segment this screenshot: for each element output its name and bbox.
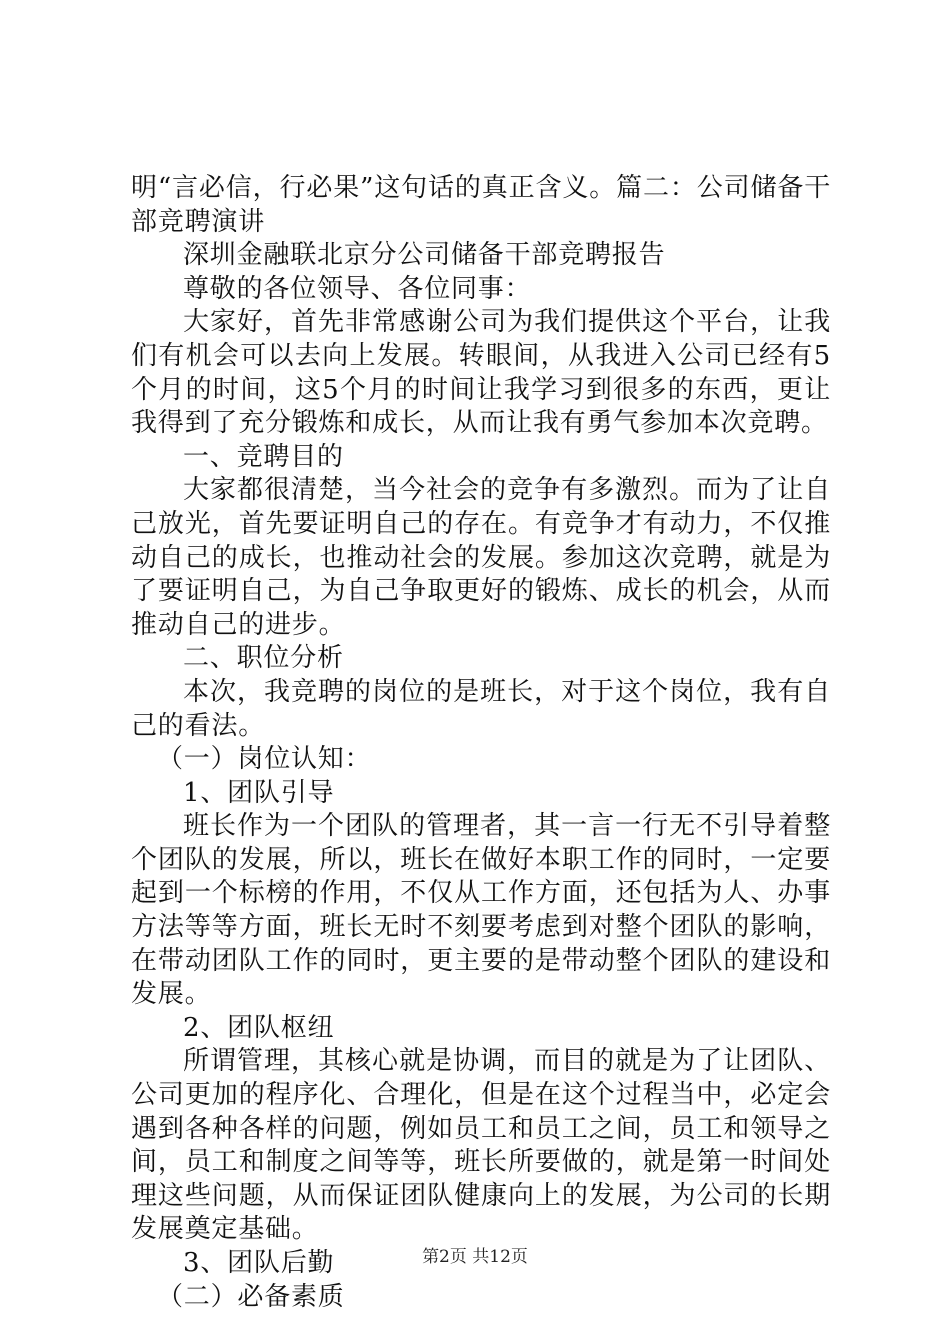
subsection-heading: （一）岗位认知： — [157, 744, 372, 775]
paragraph: 本次，我竞聘的岗位的是班长，对于这个岗位，我有自己的看法。 — [131, 676, 831, 741]
section-heading: 一、竞聘目的 — [183, 441, 344, 472]
page-number-label: 第2页 共12页 — [422, 1247, 528, 1267]
paragraph: 班长作为一个团队的管理者，其一言一行无不引导着整个团队的发展，所以，班长在做好本职工作的同时，一定要起到一个标榜的作用，不仅从工作方面，还包括为人、办事方法等等方面，班长无时不刻要考虑到对整个团队的影响，在带动团队工作的同时，更主要的是带动整个团队的建设和发展。 — [131, 811, 831, 1010]
paragraph-report-title: 深圳金融联北京分公司储备干部竞聘报告 — [183, 240, 666, 271]
paragraph: 大家好，首先非常感谢公司为我们提供这个平台，让我们有机会可以去向上发展。转眼间，从我进入公司已经有5个月的时间，这5个月的时间让我学习到很多的东西，更让我得到了充分锻炼和成长，从而让我有勇气参加本次竞聘。 — [131, 307, 831, 439]
paragraph: 明“言必信，行必果”这句话的真正含义。篇二：公司储备干部竞聘演讲 — [131, 173, 831, 237]
document-body — [131, 172, 831, 1314]
item-heading: 1、团队引导 — [183, 777, 335, 808]
paragraph: 所谓管理，其核心就是协调，而目的就是为了让团队、公司更加的程序化、合理化，但是在这个过程当中，必定会遇到各种各样的问题，例如员工和员工之间，员工和领导之间，员工和制度之间等等，班长所要做的，就是第一时间处理这些问题，从而保证团队健康向上的发展，为公司的长期发展奠定基础。 — [131, 1046, 831, 1245]
subsection-heading: （二）必备素质 — [157, 1281, 345, 1312]
page-footer — [0, 1242, 950, 1267]
section-heading: 二、职位分析 — [183, 643, 344, 674]
paragraph: 大家都很清楚，当今社会的竞争有多激烈。而为了让自己放光，首先要证明自己的存在。有竞争才有动力，不仅推动自己的成长，也推动社会的发展。参加这次竞聘，就是为了要证明自己，为自己争取更好的锻炼、成长的机会，从而推动自己的进步。 — [131, 475, 831, 640]
paragraph-salutation: 尊敬的各位领导、各位同事： — [183, 273, 532, 304]
item-heading: 2、团队枢纽 — [183, 1012, 335, 1043]
item-heading: 3、团队后勤 — [183, 1248, 335, 1278]
